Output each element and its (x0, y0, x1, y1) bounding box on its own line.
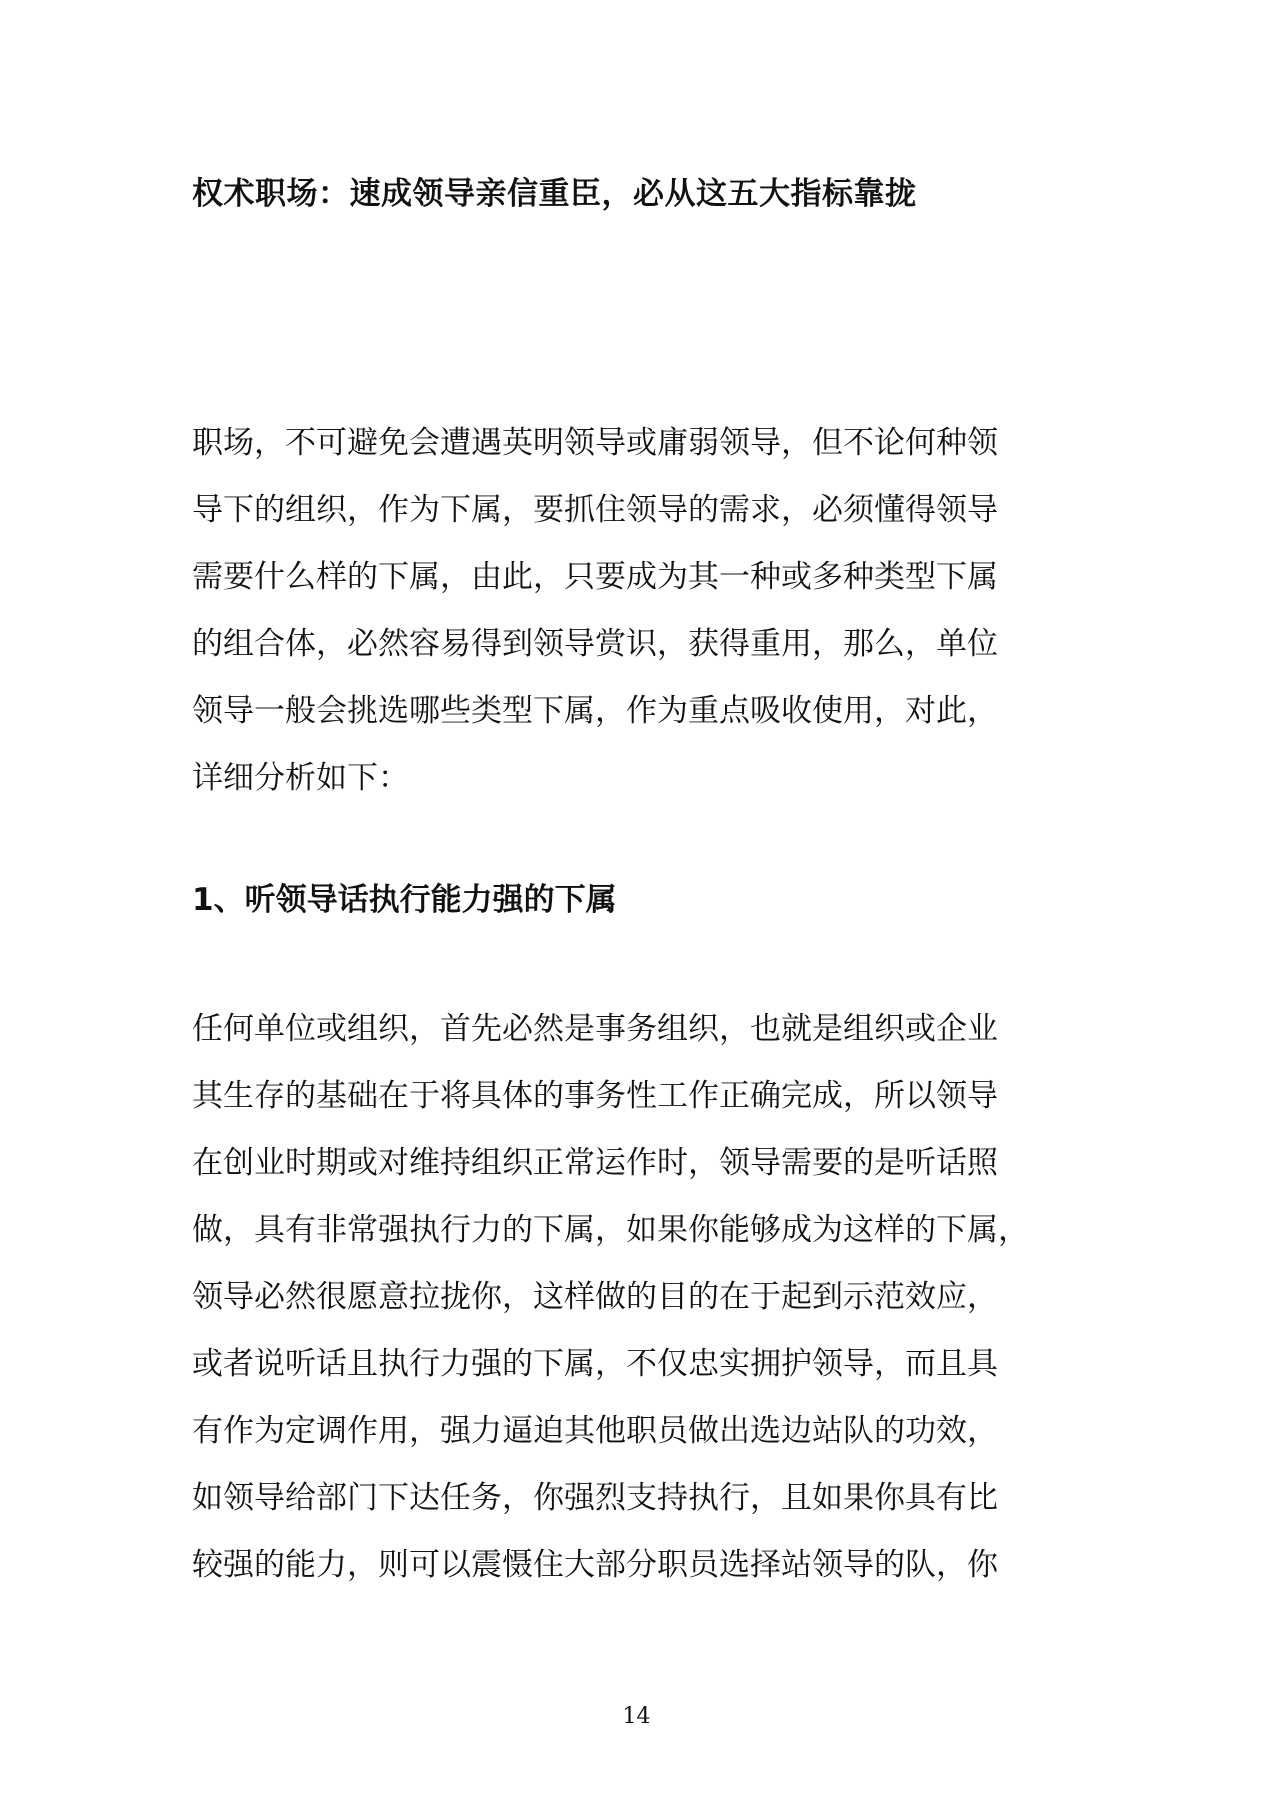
paragraph-line: 导下的组织，作为下属，要抓住领导的需求，必须懂得领导 (192, 492, 998, 528)
paragraph-line: 职场，不可避免会遭遇英明领导或庸弱领导，但不论何种领 (192, 425, 998, 461)
paragraph-line: 做，具有非常强执行力的下属，如果你能够成为这样的下属， (192, 1212, 1029, 1248)
paragraph-line: 领导一般会挑选哪些类型下属，作为重点吸收使用，对此， (192, 693, 998, 729)
paragraph-line: 任何单位或组织，首先必然是事务组织，也就是组织或企业 (192, 1011, 998, 1047)
paragraph-line: 详细分析如下： (192, 760, 409, 796)
paragraph-line: 如领导给部门下达任务，你强烈支持执行，且如果你具有比 (192, 1480, 998, 1516)
paragraph-line: 较强的能力，则可以震慑住大部分职员选择站领导的队，你 (192, 1547, 998, 1583)
paragraph-line: 或者说听话且执行力强的下属，不仅忠实拥护领导，而且具 (192, 1346, 998, 1382)
paragraph-line: 在创业时期或对维持组织正常运作时，领导需要的是听话照 (192, 1145, 998, 1181)
section-paragraph (192, 996, 1092, 1599)
paragraph-line: 需要什么样的下属，由此，只要成为其一种或多种类型下属 (192, 559, 998, 595)
document-title: 权术职场：速成领导亲信重臣，必从这五大指标靠拢 (192, 176, 917, 212)
paragraph-line: 有作为定调作用，强力逼迫其他职员做出选边站队的功效， (192, 1413, 998, 1449)
paragraph-line: 其生存的基础在于将具体的事务性工作正确完成，所以领导 (192, 1078, 998, 1114)
section-heading: 1、听领导话执行能力强的下属 (192, 882, 617, 918)
paragraph-line: 的组合体，必然容易得到领导赏识，获得重用，那么，单位 (192, 626, 998, 662)
page-number: 14 (622, 1704, 651, 1729)
paragraph-line: 领导必然很愿意拉拢你，这样做的目的在于起到示范效应， (192, 1279, 998, 1315)
intro-paragraph (192, 410, 1092, 812)
